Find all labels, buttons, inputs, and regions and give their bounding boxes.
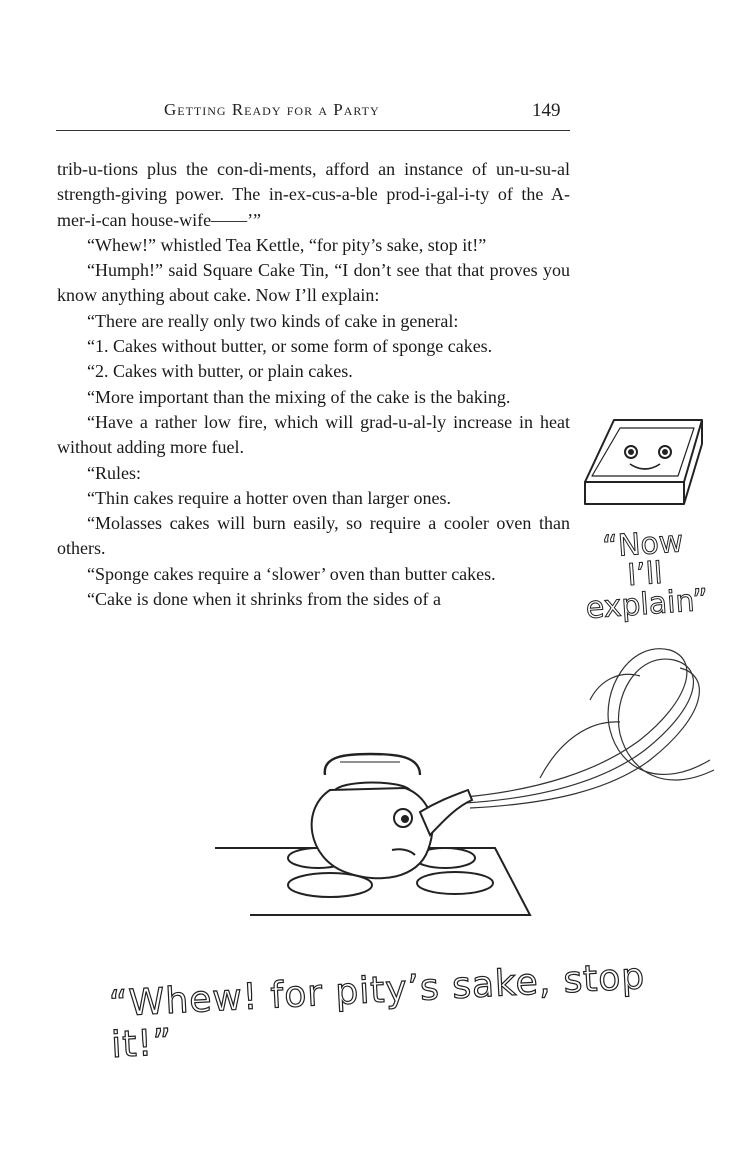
paragraph: “Humph!” said Square Cake Tin, “I don’t see that that proves you know anything about cake. Now I’ll explain:: [57, 260, 570, 306]
caption-line: I’ll: [626, 555, 664, 594]
page-number: 149: [532, 100, 561, 121]
caption-line: “Now: [601, 524, 685, 565]
paragraph: trib-u-tions plus the con-di-ments, afford an instance of un-u-su-al strength-giving power. The in-ex-cus-a-ble prod-i-gal-i-ty of the A-mer-i-can house-wife——’”: [57, 159, 570, 230]
header-rule: [56, 130, 570, 131]
stove-illustration: [215, 848, 530, 915]
steam-swirl: [465, 649, 714, 808]
paragraph: “2. Cakes with butter, or plain cakes.: [87, 361, 353, 382]
running-head: Getting Ready for a Party: [164, 100, 380, 119]
paragraph: “Cake is done when it shrinks from the sides of a: [87, 589, 441, 610]
paragraph: “Thin cakes require a hotter oven than larger ones.: [87, 487, 452, 508]
paragraph: “1. Cakes without butter, or some form of sponge cakes.: [87, 336, 493, 357]
paragraph: “Rules:: [87, 462, 141, 483]
cake-tin-caption: [577, 526, 713, 625]
paragraph: “Whew!” whistled Tea Kettle, “for pity’s sake, stop it!”: [87, 234, 487, 255]
cake-tin-illustration: [585, 420, 702, 504]
caption-line: explain”: [584, 582, 710, 627]
body-text: [57, 157, 570, 612]
paragraph: “More important than the mixing of the cake is the baking.: [87, 386, 511, 407]
kettle-caption: “Whew! for pity’s sake, stop it!”: [108, 956, 647, 1067]
paragraph: “There are really only two kinds of cake in general:: [87, 310, 459, 331]
paragraph: “Have a rather low fire, which will grad-u-al-ly increase in heat without adding more fuel.: [57, 411, 570, 458]
tea-kettle-illustration: [312, 754, 472, 878]
paragraph: “Molasses cakes will burn easily, so require a cooler oven than others.: [57, 513, 570, 559]
paragraph: “Sponge cakes require a ‘slower’ oven than butter cakes.: [87, 563, 496, 584]
